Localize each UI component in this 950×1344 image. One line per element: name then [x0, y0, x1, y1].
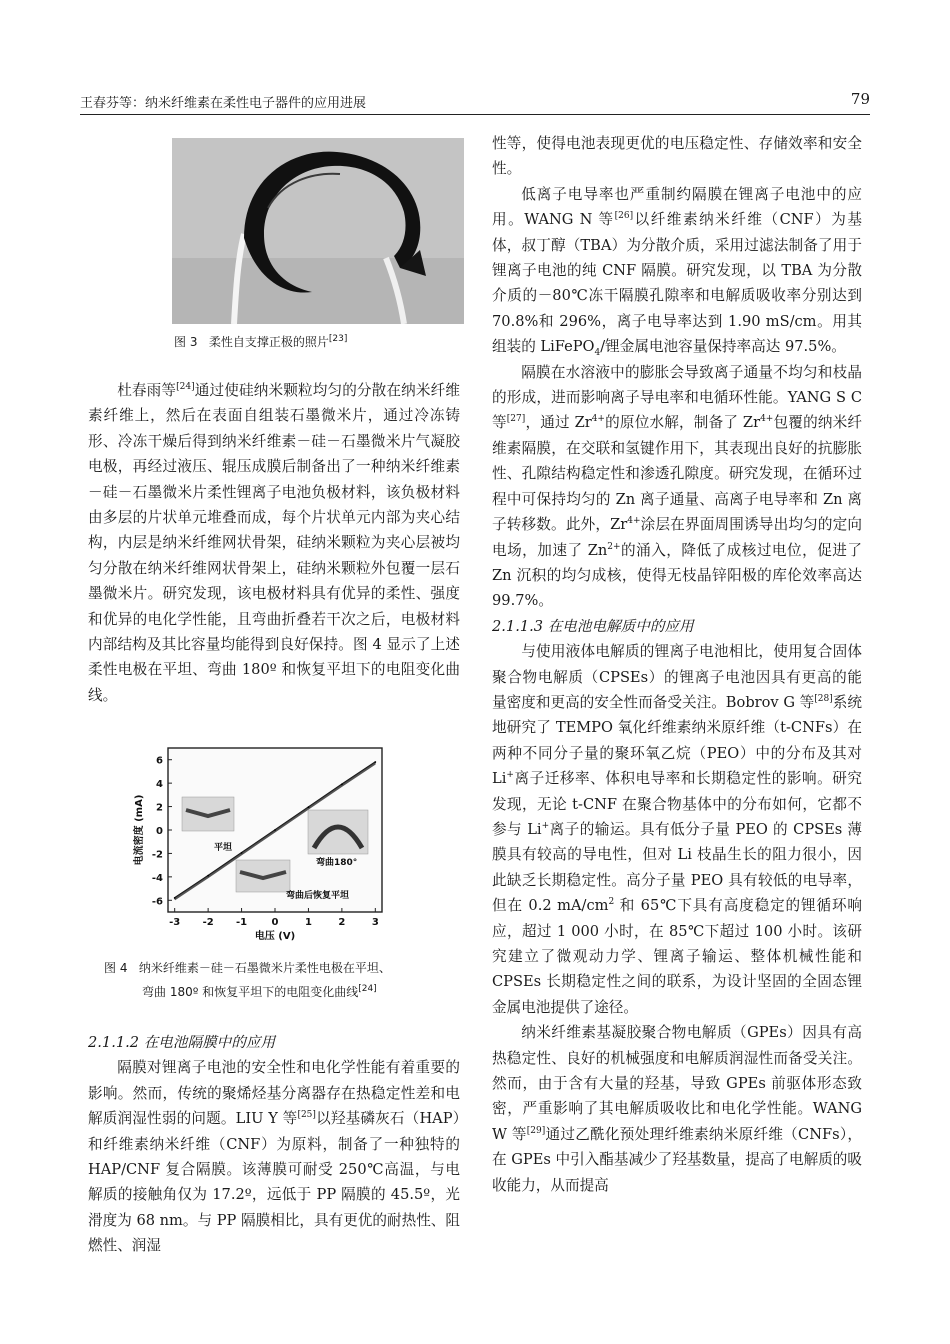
- y-tick-label: -6: [151, 896, 163, 908]
- para-text: 与使用液体电解质的锂离子电池相比，使用复合固体聚合物电解质（CPSEs）的锂离子电池因具有更高的能量密度和更高的安全性而备受关注。Bobrov G 等: [492, 643, 862, 711]
- paragraph-wang-n: [492, 182, 862, 360]
- figure3-caption-text: 柔性自支撑正极的照片: [208, 335, 329, 349]
- x-tick-label: -2: [202, 917, 214, 928]
- figure4-caption-ref: [24]: [358, 984, 377, 994]
- iv-data-point: [174, 897, 176, 899]
- para-text: 以羟基磷灰石（HAP）和纤维素纳米纤维（CNF）为原料，制备了一种独特的 HAP/CNF 复合隔膜。该薄膜可耐受 250℃高温，与电解质的接触角仅为 17.2º，远低于 PP 隔膜的 45.5º，光滑度为 68 nm。与 PP 隔膜相比，具有更优的耐热性、阻燃性、润湿: [88, 1110, 460, 1255]
- para-text: 通过使硅纳米颗粒均匀的分散在纳米纤维素纤维上，然后在表面自组装石墨微米片，通过冷冻铸形、冷冻干燥后得到纳米纤维素－硅－石墨微米片气凝胶电极，再经过液压、辊压成膜后制备出了一种纳米纤维素－硅－石墨微米片柔性锂离子电池负极材料，该负极材料由多层的片状单元堆叠而成，每个片状单元内部为夹心结构，内层是纳米纤维网状骨架，硅纳米颗粒为夹心层被均匀分散在纳米纤维网状骨架上，硅纳米颗粒外包覆一层石墨微米片。研究发现，该电极材料具有优异的柔性、强度和优异的电化学性能，且弯曲折叠若干次之后，电极材料内部结构及其比容量均能得到良好保持。图 4 显示了上述柔性电极在平坦、弯曲 180º 和恢复平坦下的电阻变化曲线。: [88, 382, 460, 704]
- figure4-caption: [104, 956, 464, 1004]
- para-text: 纳米纤维素基凝胶聚合物电解质（GPEs）因具有高热稳定性、良好的机械强度和电解质润湿性而备受关注。然而，由于含有大量的羟基，导致 GPEs 前驱体形态致密，严重影响了其电解质吸收比和电化学性能。WANG W 等: [492, 1024, 862, 1143]
- x-tick-label: 0: [271, 917, 279, 928]
- para-text: ，通过 Zr: [525, 414, 592, 432]
- figure4-caption-line1: 纳米纤维素－硅－石墨微米片柔性电极在平坦、: [138, 961, 391, 975]
- figure4-caption-label: 图 4: [104, 961, 128, 975]
- para-text: 低离子电导率也严重制约隔膜在锂离子电池中的应用。WANG N 等: [492, 185, 862, 229]
- superscript: 2+: [607, 541, 621, 552]
- y-tick-label: -4: [151, 872, 163, 884]
- y-tick-label: 6: [156, 755, 163, 767]
- section-title-2-1-1-2: 2.1.1.2 在电池隔膜中的应用: [88, 1034, 276, 1051]
- subscript: 4: [594, 348, 601, 359]
- figure3-caption: [174, 330, 347, 354]
- para-text: 系统地研究了 TEMPO 氧化纤维素纳米原纤维（t-CNFs）在两种不同分子量的聚环氧乙烷（PEO）中的分布及其对 Li: [492, 693, 862, 788]
- citation: [28]: [814, 694, 833, 705]
- para-text: 通过乙酰化预处理纤维素纳米原纤维（CNFs），在 GPEs 中引入酯基减少了羟基数量，提高了电解质的吸收能力，从而提高: [492, 1125, 862, 1194]
- y-tick-label: -2: [151, 849, 163, 861]
- page-number: 79: [850, 90, 870, 108]
- superscript: +: [541, 821, 550, 832]
- figure3-photo: [172, 138, 464, 324]
- paragraph-separator: [88, 1055, 460, 1258]
- para-text: 隔膜在水溶液中的膨胀会导致离子通量不均匀和枝晶的形成，进而影响离子导电率和电循环性能。YANG S C 等: [492, 363, 862, 432]
- citation: [29]: [526, 1125, 546, 1136]
- y-tick-label: 4: [156, 779, 163, 791]
- figure3-caption-ref: [23]: [328, 334, 348, 344]
- para-text: 离子迁移率、体积电导率和长期稳定性的影响。研究发现，无论 t-CNF 在聚合物基体中的分布如何，它都不参与 Li: [492, 770, 862, 838]
- paragraph-continued: 性等，使得电池表现更优的电压稳定性、存储效率和安全性。: [492, 135, 862, 178]
- section-title-2-1-1-3: 2.1.1.3 在电池电解质中的应用: [492, 617, 694, 635]
- para-text: 隔膜对锂离子电池的安全性和电化学性能有着重要的影响。然而，传统的聚烯烃基分离器存在热稳定性差和电解质润湿性弱的问题。LIU Y 等: [88, 1059, 460, 1128]
- inset-bend-label: 弯曲180°: [316, 858, 358, 868]
- citation: [25]: [297, 1110, 316, 1121]
- y-axis-label: 电流密度 (mA): [134, 794, 145, 866]
- x-tick-label: 1: [304, 917, 312, 928]
- x-axis-label: 电压 (V): [254, 931, 296, 942]
- inset-recover-label: 弯曲后恢复平坦: [286, 891, 350, 901]
- para-text: 以纤维素纳米纤维（CNF）为基体，叔丁醇（TBA）为分散介质，采用过滤法制备了用于锂离子电池的纯 CNF 隔膜。研究发现，以 TBA 为分散介质的－80℃冻干隔膜孔隙率和电解质吸收率分别达到 70.8%和 296%，离子电导率达到 1.90 mS/cm。用其组装的 LiFePO: [492, 211, 862, 356]
- iv-data-point: [308, 806, 310, 808]
- running-header: [80, 90, 870, 112]
- iv-data-point: [207, 875, 209, 877]
- left-column-top: [88, 378, 460, 708]
- para-text: /锂金属电池容量保持率高达 97.5%。: [600, 338, 846, 356]
- superscript: +: [506, 770, 514, 781]
- superscript: 2: [608, 897, 615, 908]
- para-text: 杜春雨等: [117, 382, 177, 399]
- paragraph-bobrov: [492, 639, 862, 1020]
- iv-data-point: [241, 852, 243, 854]
- para-text: 的涌入，降低了成核过电位，促进了 Zn 沉积的均匀成核，使得无枝晶锌阳极的库伦效率高达 99.7%。: [492, 541, 862, 610]
- paragraph-yang: [492, 360, 862, 614]
- paragraph-du: [88, 378, 460, 708]
- figure3-caption-label: 图 3: [174, 335, 198, 349]
- iv-data-point: [374, 761, 376, 763]
- para-text: 的原位水解，制备了 Zr: [604, 414, 761, 432]
- para-text: 离子的输运。具有低分子量 PEO 的 CPSEs 薄膜具有较高的导电性，但对 Li 枝晶生长的阻力很小，因此缺乏长期稳定性。高分子量 PEO 具有较低的电导率，但在 0.2 mA/cm: [492, 820, 862, 915]
- citation: [24]: [176, 382, 195, 393]
- y-tick-label: 2: [156, 802, 163, 814]
- para-text: 包覆的纳米纤维素隔膜，在交联和氢键作用下，其表现出良好的抗膨胀性、孔隙结构稳定性和渗透孔隙度。研究发现，在循环过程中可保持均匀的 Zn 离子通量、高离子电导率和 Zn 离子转移数。此外，Zr: [492, 414, 862, 534]
- citation: [27]: [506, 414, 526, 425]
- x-tick-label: -3: [169, 917, 181, 928]
- figure4-caption-line2: 弯曲 180º 和恢复平坦下的电阻变化曲线: [142, 985, 359, 999]
- para-text: 涂层在界面周围诱导出均匀的定向电场，加速了 Zn: [492, 516, 862, 559]
- para-text: 和 65℃下具有高度稳定的锂循环响应，超过 1 000 小时，在 85℃下超过 100 小时。该研究建立了微观动力学、锂离子输运、整体机械性能和 CPSEs 长期稳定性之间的联系，为设计坚固的全固态锂金属电池提供了途径。: [492, 897, 862, 1016]
- superscript: 4+: [760, 414, 774, 425]
- x-tick-label: 2: [338, 917, 346, 928]
- x-tick-label: -1: [236, 917, 248, 928]
- superscript: 4+: [591, 414, 605, 425]
- y-tick-label: 0: [156, 826, 163, 837]
- iv-data-point: [341, 783, 343, 785]
- iv-curve-plot: [130, 742, 392, 946]
- x-tick-label: 3: [371, 917, 379, 928]
- iv-data-point: [274, 829, 276, 831]
- header-rule: [80, 114, 870, 115]
- inset-flat-label: 平坦: [214, 843, 233, 853]
- header-title: 王春芬等：纳米纤维素在柔性电子器件的应用进展: [80, 96, 367, 111]
- right-column: [492, 131, 862, 1198]
- superscript: 4+: [627, 516, 641, 527]
- paragraph-wang-w: [492, 1020, 862, 1198]
- citation: [26]: [614, 211, 634, 222]
- figure4-chart: [130, 742, 392, 946]
- left-column-bottom: [88, 1030, 460, 1259]
